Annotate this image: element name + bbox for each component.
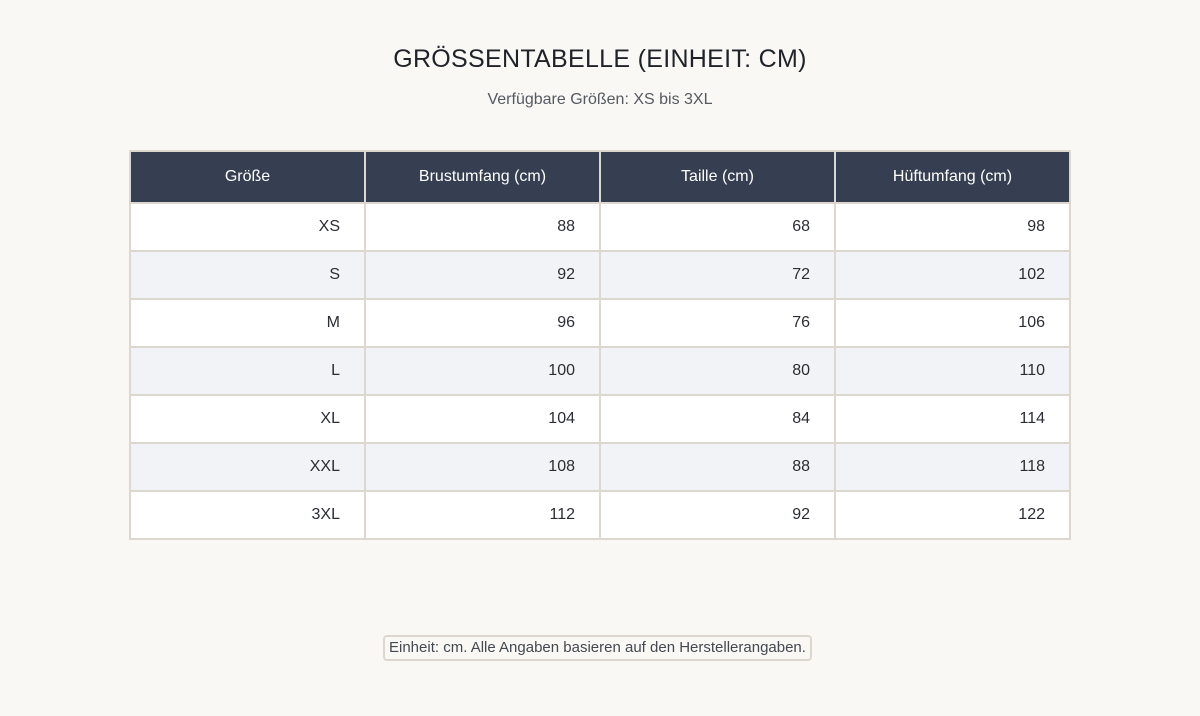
cell-size: XS bbox=[130, 203, 365, 251]
cell-hip: 122 bbox=[835, 491, 1070, 539]
cell-chest: 108 bbox=[365, 443, 600, 491]
cell-size: S bbox=[130, 251, 365, 299]
footnote: Einheit: cm. Alle Angaben basieren auf den Herstellerangaben. bbox=[383, 635, 812, 661]
table-row bbox=[130, 299, 1070, 347]
cell-waist: 80 bbox=[600, 347, 835, 395]
cell-hip: 114 bbox=[835, 395, 1070, 443]
size-table bbox=[129, 150, 1071, 540]
cell-hip: 102 bbox=[835, 251, 1070, 299]
header-chest: Brustumfang (cm) bbox=[365, 151, 600, 203]
cell-chest: 88 bbox=[365, 203, 600, 251]
cell-chest: 100 bbox=[365, 347, 600, 395]
cell-size: L bbox=[130, 347, 365, 395]
cell-chest: 92 bbox=[365, 251, 600, 299]
cell-size: M bbox=[130, 299, 365, 347]
cell-size: 3XL bbox=[130, 491, 365, 539]
table-row bbox=[130, 251, 1070, 299]
cell-waist: 88 bbox=[600, 443, 835, 491]
cell-chest: 104 bbox=[365, 395, 600, 443]
table-row bbox=[130, 347, 1070, 395]
table-row bbox=[130, 203, 1070, 251]
cell-size: XXL bbox=[130, 443, 365, 491]
cell-size: XL bbox=[130, 395, 365, 443]
table-header-row bbox=[130, 151, 1070, 203]
cell-hip: 98 bbox=[835, 203, 1070, 251]
page-title: GRÖSSENTABELLE (EINHEIT: CM) bbox=[393, 45, 807, 73]
cell-chest: 112 bbox=[365, 491, 600, 539]
cell-waist: 76 bbox=[600, 299, 835, 347]
table-row bbox=[130, 491, 1070, 539]
table-row bbox=[130, 443, 1070, 491]
header-hip: Hüftumfang (cm) bbox=[835, 151, 1070, 203]
page-subtitle: Verfügbare Größen: XS bis 3XL bbox=[487, 91, 713, 108]
cell-chest: 96 bbox=[365, 299, 600, 347]
cell-hip: 106 bbox=[835, 299, 1070, 347]
cell-waist: 92 bbox=[600, 491, 835, 539]
header-size: Größe bbox=[130, 151, 365, 203]
cell-hip: 118 bbox=[835, 443, 1070, 491]
cell-waist: 68 bbox=[600, 203, 835, 251]
cell-waist: 72 bbox=[600, 251, 835, 299]
header-waist: Taille (cm) bbox=[600, 151, 835, 203]
cell-waist: 84 bbox=[600, 395, 835, 443]
cell-hip: 110 bbox=[835, 347, 1070, 395]
table-row bbox=[130, 395, 1070, 443]
